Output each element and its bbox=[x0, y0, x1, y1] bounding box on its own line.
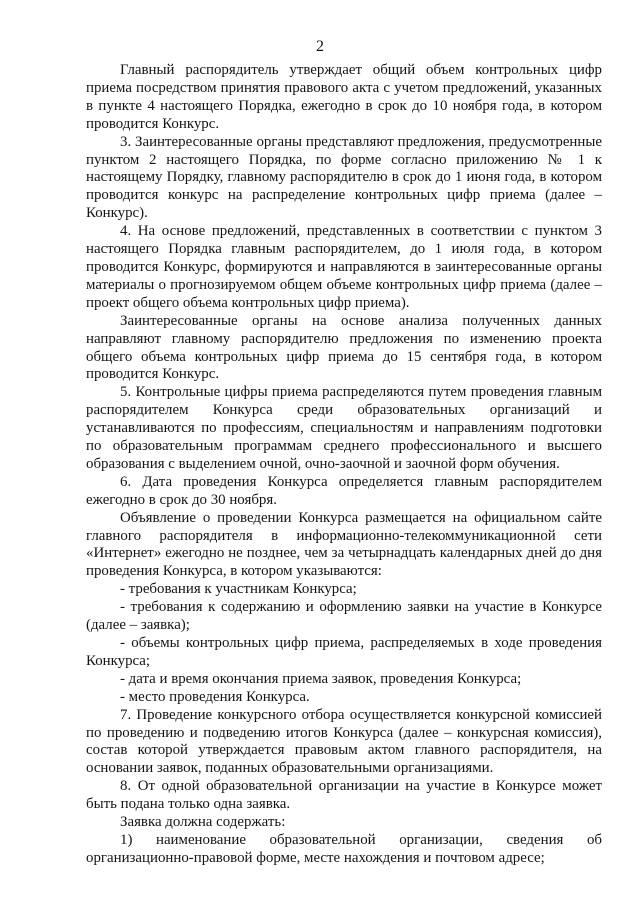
paragraph: Главный распорядитель утверждает общий объем контрольных цифр приема посредством принятия правового акта с учетом предложений, указанных в пункте 4 настоящего Порядка, ежегодно в срок до 10 ноября года, в котором проводится Конкурс. bbox=[86, 62, 602, 132]
page-number: 2 bbox=[316, 38, 324, 55]
list-item: 1) наименование образовательной организации, сведения об организационно-правовой форме, месте нахождения и почтовом адресе; bbox=[86, 831, 602, 866]
list-item: - место проведения Конкурса. bbox=[120, 688, 310, 705]
list-item: - требования к участникам Конкурса; bbox=[120, 581, 357, 598]
list-item: - объемы контрольных цифр приема, распределяемых в ходе проведения Конкурса; bbox=[86, 635, 602, 669]
paragraph: Заявка должна содержать: bbox=[120, 814, 286, 831]
paragraph: Объявление о проведении Конкурса размещается на официальном сайте главного распорядителя в информационно-телекоммуникационной сети «Интернет» ежегодно не позднее, чем за четырнадцать календарных дней до дня проведения Конкурса, в котором указываются: bbox=[86, 509, 602, 580]
paragraph: 7. Проведение конкурсного отбора осуществляется конкурсной комиссией по проведению и подведению итогов Конкурса (далее – конкурсная комиссия), состав которой утверждается правовым актом главного распорядителя, на основании заявок, поданных образовательными организациями. bbox=[86, 706, 602, 777]
paragraph: 8. От одной образовательной организации на участие в Конкурсе может быть подана только одна заявка. bbox=[86, 778, 602, 813]
list-item: - дата и время окончания приема заявок, проведения Конкурса; bbox=[120, 670, 522, 687]
paragraph: 3. Заинтересованные органы представляют предложения, предусмотренные пунктом 2 настоящего Порядка, по форме согласно приложению № 1 к настоящему Порядку, главному распорядителю в срок до 1 июня года, в котором проводится конкурс на распределение контрольных цифр приема (далее – Конкурс). bbox=[86, 133, 602, 222]
paragraph: 5. Контрольные цифры приема распределяются путем проведения главным распорядителем Конкурса среди образовательных организаций и устанавливаются по профессиям, специальностям и направлениям подготовки по образовательным программам среднего профессионального и высшего образования с выделением очной, очно-заочной и заочной форм обучения. bbox=[86, 384, 602, 472]
list-item: - требования к содержанию и оформлению заявки на участие в Конкурсе (далее – заявка); bbox=[86, 599, 602, 634]
document-body bbox=[86, 62, 602, 868]
paragraph: Заинтересованные органы на основе анализа полученных данных направляют главному распорядителю предложения по изменению проекта общего объема контрольных цифр приема до 15 сентября года, в котором проводится Конкурс. bbox=[86, 312, 602, 383]
paragraph: 4. На основе предложений, представленных в соответствии с пунктом 3 настоящего Порядка главным распорядителем, до 1 июля года, в котором проводится Конкурс, формируются и направляются в заинтересованные органы материалы о прогнозируемом общем объеме контрольных цифр приема (далее – проект общего объема контрольных цифр приема). bbox=[86, 223, 602, 311]
paragraph: 6. Дата проведения Конкурса определяется главным распорядителем ежегодно в срок до 30 ноября. bbox=[86, 473, 602, 508]
